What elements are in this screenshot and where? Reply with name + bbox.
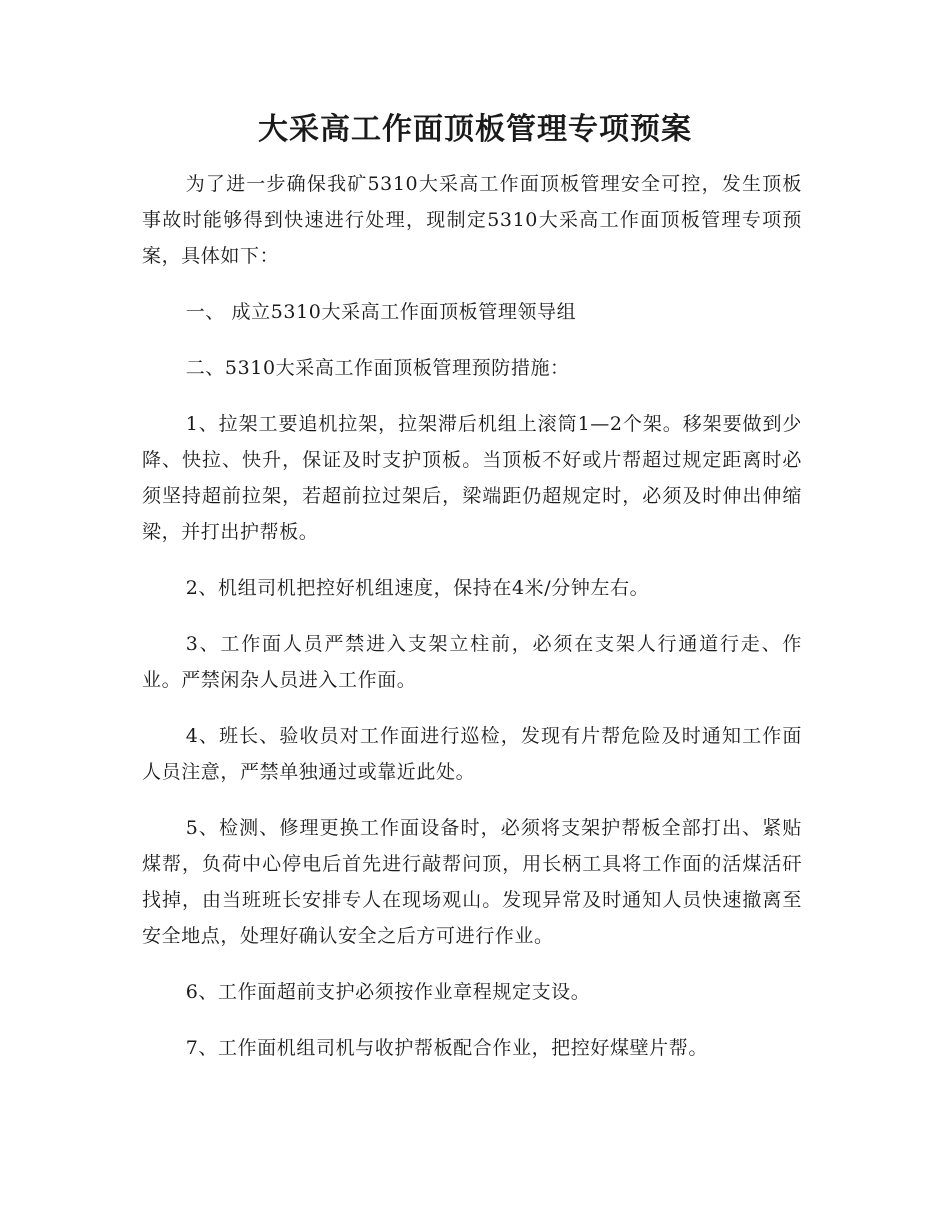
- document-body: [142, 166, 802, 1086]
- measure-item-1: 1、拉架工要追机拉架，拉架滞后机组上滚筒1—2个架。移架要做到少降、快拉、快升，保证及时支护顶板。当顶板不好或片帮超过规定距离时必须坚持超前拉架，若超前拉过架后，梁端距仍超规定时，必须及时伸出伸缩梁，并打出护帮板。: [142, 413, 802, 543]
- document-title: 大采高工作面顶板管理专项预案: [258, 112, 692, 147]
- measure-item-4: 4、班长、验收员对工作面进行巡检，发现有片帮危险及时通知工作面人员注意，严禁单独通过或靠近此处。: [142, 725, 802, 783]
- measure-item-6: 6、工作面超前支护必须按作业章程规定支设。: [185, 981, 591, 1003]
- paragraph-intro: 为了进一步确保我矿5310大采高工作面顶板管理安全可控，发生顶板事故时能够得到快速进行处理，现制定5310大采高工作面顶板管理专项预案，具体如下：: [142, 173, 802, 267]
- heading-leadership-group: 一、 成立5310大采高工作面顶板管理领导组: [185, 301, 577, 323]
- heading-prevention-measures: 二、5310大采高工作面顶板管理预防措施：: [185, 357, 570, 379]
- measure-item-2: 2、机组司机把控好机组速度，保持在4米/分钟左右。: [185, 577, 650, 599]
- measure-item-3: 3、工作面人员严禁进入支架立柱前，必须在支架人行通道行走、作业。严禁闲杂人员进入工作面。: [142, 633, 802, 691]
- measure-item-5: 5、检测、修理更换工作面设备时，必须将支架护帮板全部打出、紧贴煤帮，负荷中心停电后首先进行敲帮问顶，用长柄工具将工作面的活煤活矸找掉，由当班班长安排专人在现场观山。发现异常及时通知人员快速撤离至安全地点，处理好确认安全之后方可进行作业。: [142, 817, 802, 947]
- measure-item-7: 7、工作面机组司机与收护帮板配合作业，把控好煤壁片帮。: [185, 1037, 708, 1059]
